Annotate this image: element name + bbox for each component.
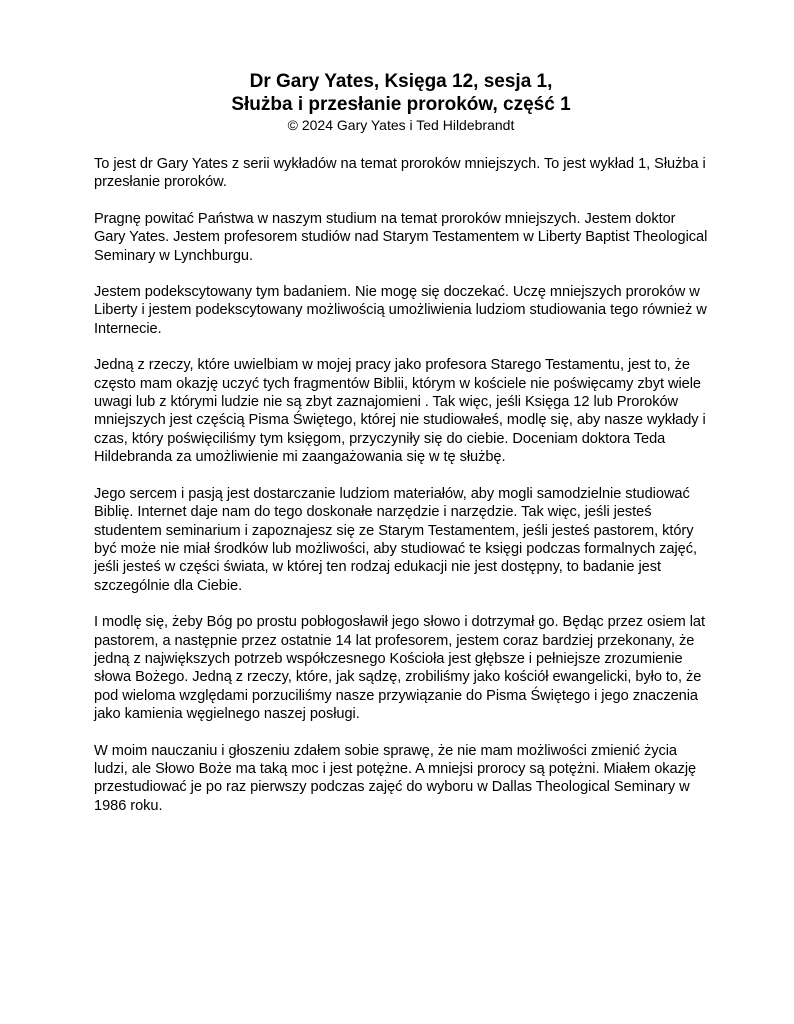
paragraph-2: Pragnę powitać Państwa w naszym studium na temat proroków mniejszych. Jestem doktor Gary Yates. Jestem profesorem studiów nad Starym Testamentem w Liberty Baptist Theological Seminary w Lynchburgu.	[94, 210, 708, 264]
paragraph-1: To jest dr Gary Yates z serii wykładów na temat proroków mniejszych. To jest wykład 1, Służba i przesłanie proroków.	[94, 156, 706, 191]
paragraph-7: W moim nauczaniu i głoszeniu zdałem sobie sprawę, że nie mam możliwości zmienić życia ludzi, ale Słowo Boże ma taką moc i jest potężne. A mniejsi prorocy są potężni. Miałem okazję przestudiować je po raz pierwszy podczas zajęć do wyboru w Dallas Theological Seminary w 1986 roku.	[94, 742, 697, 814]
paragraph-6: I modlę się, żeby Bóg po prostu pobłogosławił jego słowo i dotrzymał go. Będąc przez osiem lat pastorem, a następnie przez ostatnie 14 lat profesorem, jestem coraz bardziej przekonany, że jedną z największych potrzeb współczesnego Kościoła jest głębsze i pełniejsze zrozumienie słowa Bożego. Jedną z rzeczy, które, jak sądzę, zrobiliśmy jako kościół ewangelicki, było to, że pod wieloma względami porzuciliśmy nasze przywiązanie do Pisma Świętego i jego znaczenia jako kamienia węgielnego naszej posługi.	[94, 614, 705, 723]
paragraph-5: Jego sercem i pasją jest dostarczanie ludziom materiałów, aby mogli samodzielnie studiować Biblię. Internet daje nam do tego doskonałe narzędzie i narzędzie. Tak więc, jeśli jesteś studentem seminarium i zapoznajesz się ze Starym Testamentem, jeśli jesteś pastorem, który być może nie miał środków lub możliwości, aby studiować te księgi podczas formalnych zajęć, jeśli jesteś w części świata, w której ten rodzaj edukacji nie jest dostępny, to badanie jest szczególnie dla Ciebie.	[94, 485, 697, 594]
document-page	[94, 70, 708, 833]
title-line-2: Służba i przesłanie proroków, część 1	[231, 94, 571, 115]
copyright-notice: © 2024 Gary Yates i Ted Hildebrandt	[287, 117, 515, 133]
title-line-1: Dr Gary Yates, Księga 12, sesja 1,	[249, 71, 553, 92]
paragraph-3: Jestem podekscytowany tym badaniem. Nie mogę się doczekać. Uczę mniejszych proroków w Liberty i jestem podekscytowany możliwością umożliwienia ludziom studiowania tego również w Internecie.	[94, 284, 707, 337]
paragraph-4: Jedną z rzeczy, które uwielbiam w mojej pracy jako profesora Starego Testamentu, jest to, że często mam okazję uczyć tych fragmentów Biblii, którym w kościele nie poświęcamy zbyt wiele uwagi lub z którymi ludzie nie są zbyt zaznajomieni . Tak więc, jeśli Księga 12 lub Proroków mniejszych jest częścią Pisma Świętego, której nie studiowałeś, modlę się, aby nasze wykłady i czas, który poświęciliśmy tym księgom, przyczyniły się do ciebie. Doceniam doktora Teda Hildebranda za umożliwienie mi zaangażowania się w tę służbę.	[94, 357, 706, 466]
